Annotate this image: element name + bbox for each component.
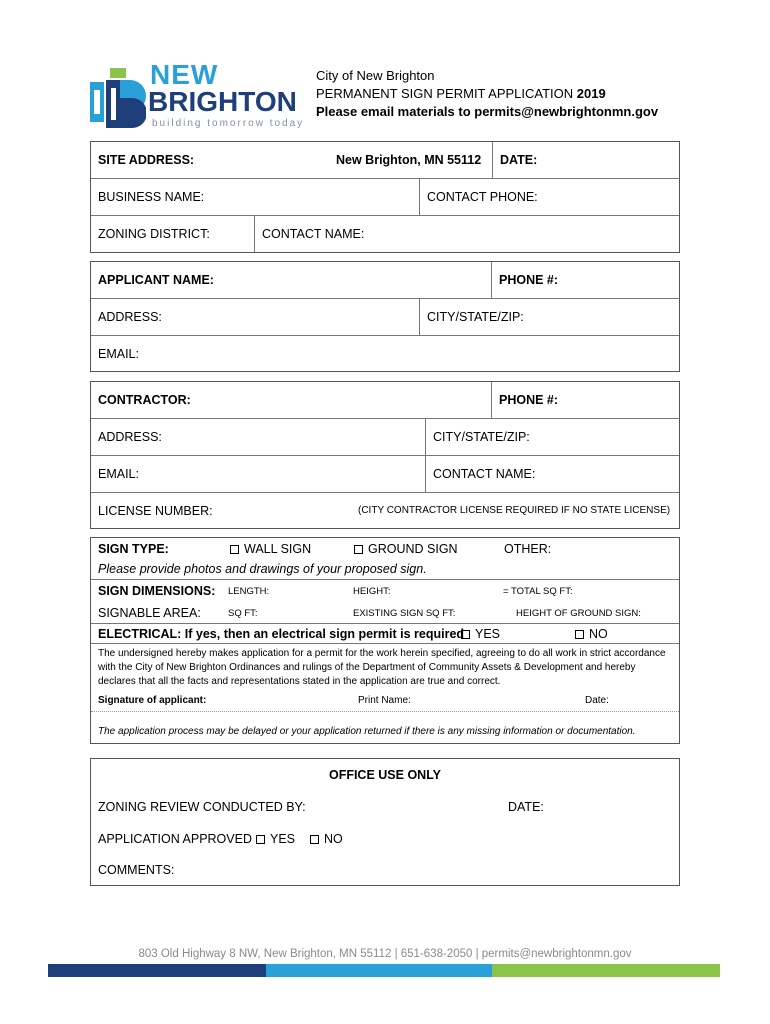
- applicant-address-row: [91, 299, 679, 336]
- nb-logo-icon: [90, 68, 146, 130]
- existing-sign-sq-ft-field[interactable]: EXISTING SIGN SQ FT:: [353, 607, 456, 619]
- contractor-address-field[interactable]: ADDRESS:: [98, 430, 162, 444]
- electrical-no-checkbox[interactable]: [575, 630, 584, 639]
- contractor-row: [91, 382, 679, 419]
- applicant-section: [90, 261, 680, 372]
- ground-sign-option[interactable]: GROUND SIGN: [347, 538, 458, 560]
- height-field[interactable]: HEIGHT:: [353, 585, 391, 597]
- approved-no-option[interactable]: NO: [303, 823, 343, 855]
- signable-area-label: SIGNABLE AREA:: [98, 606, 201, 620]
- signature-date-field[interactable]: Date:: [585, 694, 609, 706]
- site-contact-name-field[interactable]: CONTACT NAME:: [254, 216, 681, 252]
- header-form-title: PERMANENT SIGN PERMIT APPLICATION 2019: [316, 86, 606, 101]
- license-note: (CITY CONTRACTOR LICENSE REQUIRED IF NO STATE LICENSE): [358, 505, 671, 516]
- logo-word-new: NEW: [150, 59, 219, 90]
- sign-section: [90, 537, 680, 744]
- approved-no-checkbox[interactable]: [310, 835, 319, 844]
- dimensions-block: [91, 580, 679, 624]
- contractor-phone-field[interactable]: PHONE #:: [491, 382, 681, 418]
- city-logo: [90, 59, 305, 132]
- declaration-text: The undersigned hereby makes application for a permit for the work herein specified, agreeing to do all work in strict accordance with the City of New Brighton Ordinances and rulings of the Department of Community Assets & Development and hereby declares that all the facts and representations stated in the application are true and correct.: [98, 648, 666, 687]
- footer-bar-light-blue: [266, 964, 492, 977]
- site-date-field[interactable]: DATE:: [492, 142, 681, 178]
- applicant-name-field[interactable]: APPLICANT NAME:: [98, 273, 214, 287]
- electrical-no-option[interactable]: NO: [568, 624, 608, 644]
- signature-field[interactable]: Signature of applicant:: [98, 694, 207, 706]
- applicant-phone-field[interactable]: PHONE #:: [491, 262, 681, 298]
- contact-phone-field[interactable]: CONTACT PHONE:: [419, 179, 681, 215]
- application-approved-label: APPLICATION APPROVED: [98, 832, 252, 846]
- approved-yes-option[interactable]: YES: [249, 823, 295, 855]
- contractor-section: [90, 381, 680, 529]
- contractor-contact-name-field[interactable]: CONTACT NAME:: [425, 456, 681, 492]
- office-use-title: OFFICE USE ONLY: [328, 768, 442, 782]
- footer-bar-green: [492, 964, 720, 977]
- contractor-address-row: [91, 419, 679, 456]
- header-email-instructions: Please email materials to permits@newbrightonmn.gov: [316, 104, 659, 119]
- ground-sign-checkbox[interactable]: [354, 545, 363, 554]
- sq-ft-field[interactable]: SQ FT:: [228, 607, 258, 619]
- contractor-city-state-zip-field[interactable]: CITY/STATE/ZIP:: [425, 419, 681, 455]
- applicant-email-row: [91, 336, 679, 371]
- applicant-address-field[interactable]: ADDRESS:: [98, 310, 162, 324]
- form-header: [316, 67, 658, 121]
- header-city: City of New Brighton: [316, 68, 435, 83]
- zoning-review-field[interactable]: ZONING REVIEW CONDUCTED BY:: [98, 800, 306, 814]
- wall-sign-checkbox[interactable]: [230, 545, 239, 554]
- comments-row: [91, 855, 679, 885]
- contractor-email-field[interactable]: EMAIL:: [98, 467, 139, 481]
- logo-tagline: building tomorrow today: [152, 118, 305, 129]
- comments-field[interactable]: COMMENTS:: [98, 863, 175, 877]
- business-name-field[interactable]: BUSINESS NAME:: [98, 190, 205, 204]
- approval-row: [91, 823, 679, 855]
- zoning-review-row: [91, 791, 679, 823]
- office-use-section: [90, 758, 680, 886]
- approved-yes-checkbox[interactable]: [256, 835, 265, 844]
- footer-bar-dark-blue: [48, 964, 266, 977]
- site-address-field[interactable]: SITE ADDRESS:: [98, 153, 195, 167]
- site-city: New Brighton, MN 55112: [336, 153, 482, 167]
- other-sign-field[interactable]: OTHER:: [504, 542, 552, 556]
- business-row: [91, 179, 679, 216]
- applicant-city-state-zip-field[interactable]: CITY/STATE/ZIP:: [419, 299, 681, 335]
- print-name-field[interactable]: Print Name:: [358, 694, 411, 706]
- site-address-row: [91, 142, 679, 179]
- total-sq-ft-field[interactable]: = TOTAL SQ FT:: [503, 585, 573, 597]
- wall-sign-option[interactable]: WALL SIGN: [223, 538, 311, 560]
- length-field[interactable]: LENGTH:: [228, 585, 270, 597]
- sign-type-label: SIGN TYPE:: [98, 542, 169, 556]
- height-ground-sign-label: HEIGHT OF GROUND SIGN:: [516, 607, 641, 619]
- sign-type-block: [91, 538, 679, 580]
- electrical-label: ELECTRICAL: If yes, then an electrical sign permit is required: [98, 627, 465, 641]
- contractor-name-field[interactable]: CONTRACTOR:: [98, 393, 191, 407]
- logo-word-brighton: BRIGHTON: [148, 86, 297, 117]
- office-date-field[interactable]: DATE:: [508, 800, 544, 814]
- electrical-yes-option[interactable]: YES: [454, 624, 500, 644]
- applicant-name-row: [91, 262, 679, 299]
- delay-note: The application process may be delayed or your application returned if there is any missing information or documentation.: [98, 725, 636, 737]
- site-section: [90, 141, 680, 253]
- footer-contact: 803 Old Highway 8 NW, New Brighton, MN 55112 | 651-638-2050 | permits@newbrightonmn.gov: [138, 948, 632, 960]
- header-year: 2019: [576, 86, 606, 101]
- zoning-district-field[interactable]: ZONING DISTRICT:: [98, 227, 210, 241]
- contractor-email-row: [91, 456, 679, 493]
- zoning-row: [91, 216, 679, 252]
- sign-dimensions-label: SIGN DIMENSIONS:: [98, 584, 216, 598]
- license-number-field[interactable]: LICENSE NUMBER:: [98, 503, 213, 518]
- electrical-row: [91, 624, 679, 644]
- signature-row: [91, 690, 679, 712]
- photos-note: Please provide photos and drawings of your proposed sign.: [98, 562, 427, 576]
- applicant-email-field[interactable]: EMAIL:: [98, 346, 139, 361]
- license-row: [91, 493, 679, 528]
- electrical-yes-checkbox[interactable]: [461, 630, 470, 639]
